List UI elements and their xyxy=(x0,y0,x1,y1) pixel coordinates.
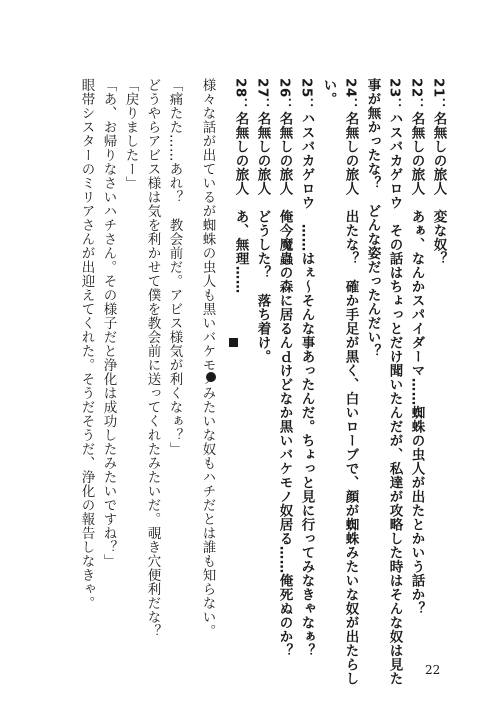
chat-line-28: 28：名無しの旅人 あ、無理…… xyxy=(232,78,249,294)
chat-line-26: 26：名無しの旅人 俺今魔蟲の森に居るんｄけどなか黒いバケモノ奴居る……俺死ぬのか？ xyxy=(276,78,293,658)
chat-line-22: 22：名無しの旅人 あぁ、なんかスパイダーマ……蜘蛛の虫人が出たとかいう話か？ xyxy=(408,78,425,616)
page-number: 22 xyxy=(425,663,441,677)
chat-line-23-cont: 事が無かったな？ どんな姿だったんだい？ xyxy=(364,78,381,358)
chat-line-23: 23：ハスバカゲロウ その話はちょっとだけ聞いたんだが、私達が攻略した時はそんな奴は見た xyxy=(386,78,403,686)
chat-line-24: 24：名無しの旅人 出たな？ 確か手足が黒く、白いローブで、顔が蜘蛛みたいな奴が出たらし xyxy=(342,78,359,686)
narrative-line-4: 「戻りましたー」 xyxy=(122,78,139,190)
narrative-line-6: 眼帯シスターのミリアさんが出迎えてくれた。そうだそうだ、浄化の報告しなきゃ。 xyxy=(78,78,95,610)
narrative-line-3: どうやらアビス様は気を利かせて僕を教会前に送ってくれたみたいだ。覗き穴便利だな？ xyxy=(144,78,161,638)
narrative-line-2: 「痛たた……あれ？ 教会前だ。アビス様気が利くなぁ？」 xyxy=(166,78,183,456)
chat-line-21: 21：名無しの旅人 変な奴？ xyxy=(430,78,447,266)
narrative-line-1: 様々な話が出ているが蜘蛛の虫人も黒いバケモノみたいな奴もハチだとは誰も知らない。 xyxy=(199,78,216,638)
narrative-line-5: 「あ、お帰りなさいハチさん。その様子だと浄化は成功したみたいですね？」 xyxy=(100,78,117,568)
separator-square xyxy=(229,338,238,347)
chat-line-24-cont: い。 xyxy=(320,78,337,106)
chat-line-27: 27：名無しの旅人 どうした？ 落ち着け。 xyxy=(254,78,271,364)
chat-line-25: 25：ハスバカゲロウ ……はぇ～そんな事あったんだ。ちょっと見に行ってみなきゃなぁ？ xyxy=(298,78,315,658)
